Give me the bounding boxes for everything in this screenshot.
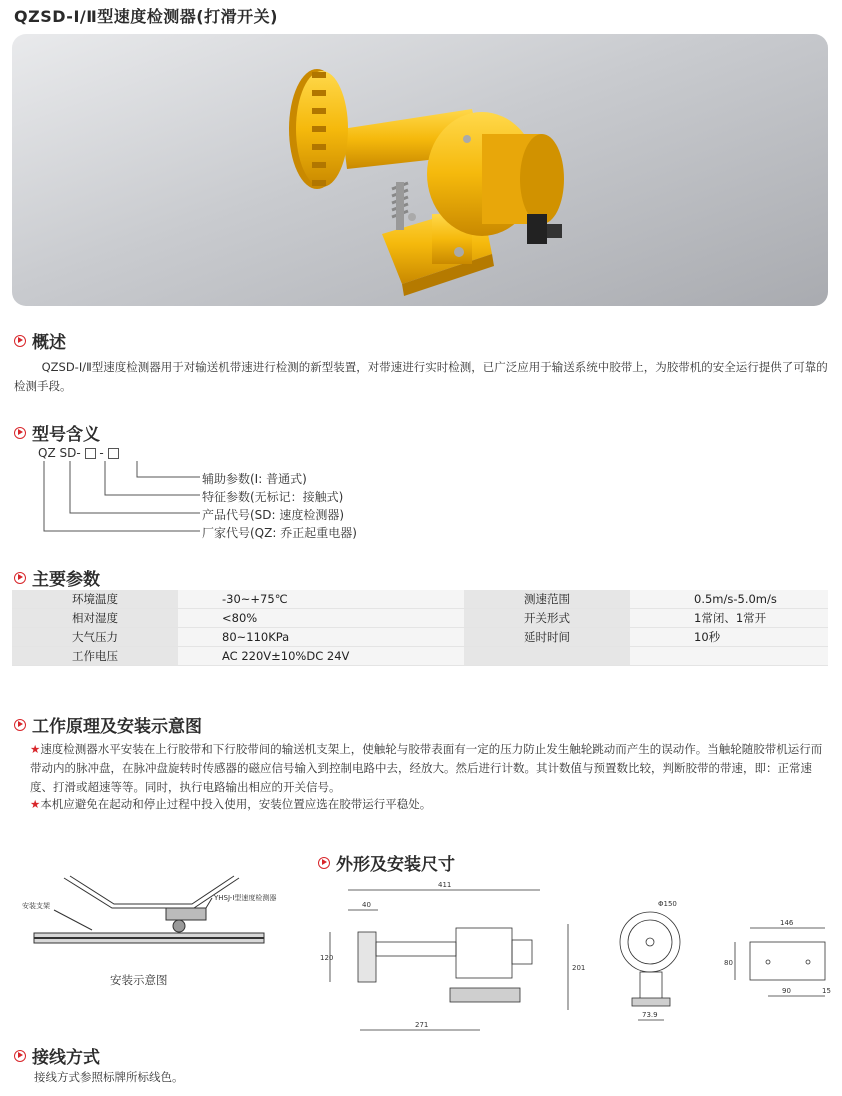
param-value: AC 220V±10%DC 24V xyxy=(178,647,464,666)
dim-15: 15 xyxy=(822,987,831,995)
overview-text: QZSD-Ⅰ/Ⅱ型速度检测器用于对输送机带速进行检测的新型装置，对带速进行实时检测，已广泛应用于输送系统中胶带上，为胶带机的安全运行提供了可靠的检测手段。 xyxy=(14,360,828,393)
param-key: 开关形式 xyxy=(464,609,630,628)
param-value xyxy=(630,647,828,666)
overview-heading xyxy=(14,328,66,353)
wiring-heading-text: 接线方式 xyxy=(32,1048,100,1068)
dim-120: 120 xyxy=(320,954,334,962)
principle-p2: 本机应避免在起动和停止过程中投入使用，安装位置应选在胶带运行平稳处。 xyxy=(40,797,432,811)
param-key: 测速范围 xyxy=(464,590,630,609)
install-label-device: YHSJ-Ⅰ型速度检测器 xyxy=(214,894,277,902)
model-code-qz: QZ xyxy=(38,446,56,460)
params-heading xyxy=(14,565,100,590)
wiring-text: 接线方式参照标牌所标线色。 xyxy=(34,1070,184,1084)
install-diagram xyxy=(14,868,304,958)
model-code-dash: - xyxy=(99,446,104,460)
table-row xyxy=(12,590,828,609)
play-bullet-icon xyxy=(14,335,26,347)
param-key: 环境温度 xyxy=(12,590,178,609)
param-value: 1常闭、1常开 xyxy=(630,609,828,628)
star-icon: ★ xyxy=(30,797,41,811)
param-value: -30~+75℃ xyxy=(178,590,464,609)
dim-146: 146 xyxy=(780,919,794,927)
speed-detector-illustration xyxy=(12,34,828,306)
dim-40: 40 xyxy=(362,901,371,909)
dim-90: 90 xyxy=(782,987,791,995)
table-row xyxy=(12,628,828,647)
param-value: <80% xyxy=(178,609,464,628)
model-label-feature: 特征参数(无标记：接触式) xyxy=(202,490,344,504)
dim-73: 73.9 xyxy=(642,1011,658,1019)
star-icon: ★ xyxy=(30,742,41,756)
table-row xyxy=(12,647,828,666)
model-label-aux: 辅助参数(Ⅰ: 普通式) xyxy=(202,472,307,486)
model-label-maker: 厂家代号(QZ: 乔正起重电器) xyxy=(202,526,357,540)
table-row xyxy=(12,609,828,628)
play-bullet-icon xyxy=(14,1050,26,1062)
install-caption: 安装示意图 xyxy=(110,973,168,987)
dimensions-heading-text: 外形及安装尺寸 xyxy=(336,855,455,875)
params-heading-text: 主要参数 xyxy=(32,570,100,590)
wiring-heading xyxy=(14,1043,100,1068)
principle-text-2 xyxy=(30,795,830,814)
play-bullet-icon xyxy=(14,572,26,584)
play-bullet-icon xyxy=(14,719,26,731)
dim-150: Φ150 xyxy=(658,900,677,908)
param-value: 0.5m/s-5.0m/s xyxy=(630,590,828,609)
param-key: 大气压力 xyxy=(12,628,178,647)
principle-p1: 速度检测器水平安装在上行胶带和下行胶带间的输送机支架上，使触轮与胶带表面有一定的压力防止发生触轮跳动而产生的误动作。当触轮随胶带机运行而带动内的脉冲盘，在脉冲盘旋转时传感器的磁应信号输入到控制电路中去，经放大。然后进行计数。其计数值与预置数比较，判断胶带的带速，即：正常速度、打滑或超速等等。同时，执行电路输出相应的开关信号。 xyxy=(30,742,823,794)
principle-text-1 xyxy=(30,740,830,797)
install-label-frame: 安装支架 xyxy=(22,902,50,910)
principle-heading-text: 工作原理及安装示意图 xyxy=(32,717,202,737)
model-code-sd: SD- xyxy=(59,446,81,460)
play-bullet-icon xyxy=(318,857,330,869)
product-photo xyxy=(12,34,828,306)
dim-271: 271 xyxy=(415,1021,429,1029)
param-key: 相对湿度 xyxy=(12,609,178,628)
param-key xyxy=(464,647,630,666)
param-key: 工作电压 xyxy=(12,647,178,666)
dim-201: 201 xyxy=(572,964,586,972)
params-table xyxy=(12,590,828,666)
param-value: 10秒 xyxy=(630,628,828,647)
overview-heading-text: 概述 xyxy=(32,333,66,353)
model-heading-text: 型号含义 xyxy=(32,425,100,445)
dimension-drawing xyxy=(320,880,840,1050)
param-value: 80~110KPa xyxy=(178,628,464,647)
param-key: 延时时间 xyxy=(464,628,630,647)
model-lines xyxy=(30,455,205,535)
dim-411: 411 xyxy=(438,881,452,889)
principle-heading xyxy=(14,712,202,737)
play-bullet-icon xyxy=(14,427,26,439)
model-label-product: 产品代号(SD: 速度检测器) xyxy=(202,508,345,522)
dimensions-heading xyxy=(318,850,455,875)
page-title: QZSD-Ⅰ/Ⅱ型速度检测器(打滑开关) xyxy=(14,7,278,26)
model-heading xyxy=(14,420,100,445)
dim-80: 80 xyxy=(724,959,733,967)
